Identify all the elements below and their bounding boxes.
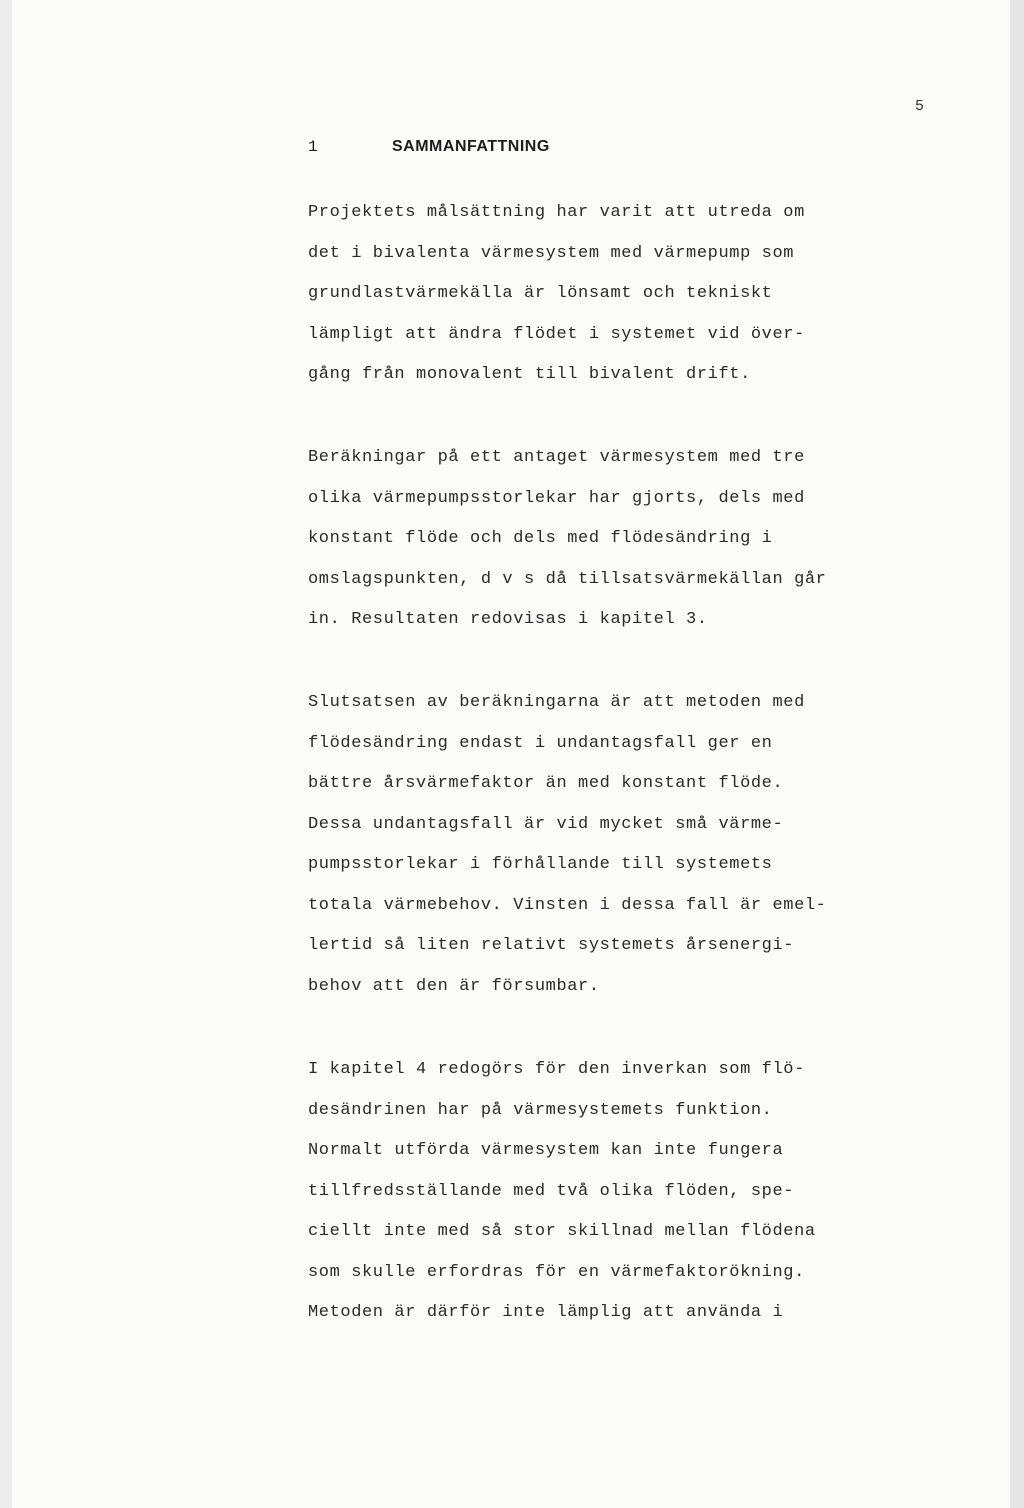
- text-line: lämpligt att ändra flödet i systemet vid över-: [308, 324, 805, 344]
- text-line: bättre årsvärmefaktor än med konstant flöde.: [308, 774, 784, 793]
- paragraph-chapter-4: [308, 1050, 908, 1334]
- text-line: totala värmebehov. Vinsten i dessa fall är emel-: [308, 895, 827, 915]
- paragraph-calculations: [308, 438, 908, 641]
- text-line: grundlastvärmekälla är lönsamt och tekniskt: [308, 284, 773, 303]
- text-line: Slutsatsen av beräkningarna är att metoden med: [308, 693, 805, 712]
- text-line: som skulle erfordras för en värmefaktorökning.: [308, 1262, 805, 1282]
- text-line: gång från monovalent till bivalent drift.: [308, 365, 751, 384]
- text-line: Dessa undantagsfall är vid mycket små värme-: [308, 814, 784, 834]
- text-line: pumpsstorlekar i förhållande till systemets: [308, 855, 773, 874]
- section-title: SAMMANFATTNING: [392, 138, 550, 155]
- paragraph-conclusion: [308, 683, 908, 1007]
- text-line: in. Resultaten redovisas i kapitel 3.: [308, 610, 708, 629]
- text-line: Projektets målsättning har varit att utreda om: [308, 203, 805, 222]
- section-heading: [308, 138, 550, 156]
- text-line: desändrinen har på värmesystemets funktion.: [308, 1100, 773, 1120]
- text-line: I kapitel 4 redogörs för den inverkan som flö-: [308, 1060, 805, 1079]
- section-number: 1: [308, 138, 319, 156]
- text-line: behov att den är försumbar.: [308, 976, 600, 996]
- text-line: omslagspunkten, d v s då tillsatsvärmekällan går: [308, 569, 827, 589]
- text-line: Normalt utförda värmesystem kan inte fungera: [308, 1141, 784, 1160]
- text-line: lertid så liten relativt systemets årsenergi-: [308, 936, 795, 955]
- text-line: konstant flöde och dels med flödesändring i: [308, 529, 773, 548]
- text-line: det i bivalenta värmesystem med värmepump som: [308, 243, 795, 263]
- text-line: Metoden är därför inte lämplig att använda i: [308, 1303, 784, 1322]
- page-number: 5: [915, 98, 925, 115]
- text-line: olika värmepumpsstorlekar har gjorts, dels med: [308, 488, 805, 508]
- text-line: flödesändring endast i undantagsfall ger en: [308, 733, 773, 753]
- text-line: Beräkningar på ett antaget värmesystem med tre: [308, 448, 805, 467]
- text-line: tillfredsställande med två olika flöden, spe-: [308, 1181, 795, 1201]
- text-line: ciellt inte med så stor skillnad mellan flödena: [308, 1222, 816, 1241]
- paragraph-project-goal: [308, 193, 908, 396]
